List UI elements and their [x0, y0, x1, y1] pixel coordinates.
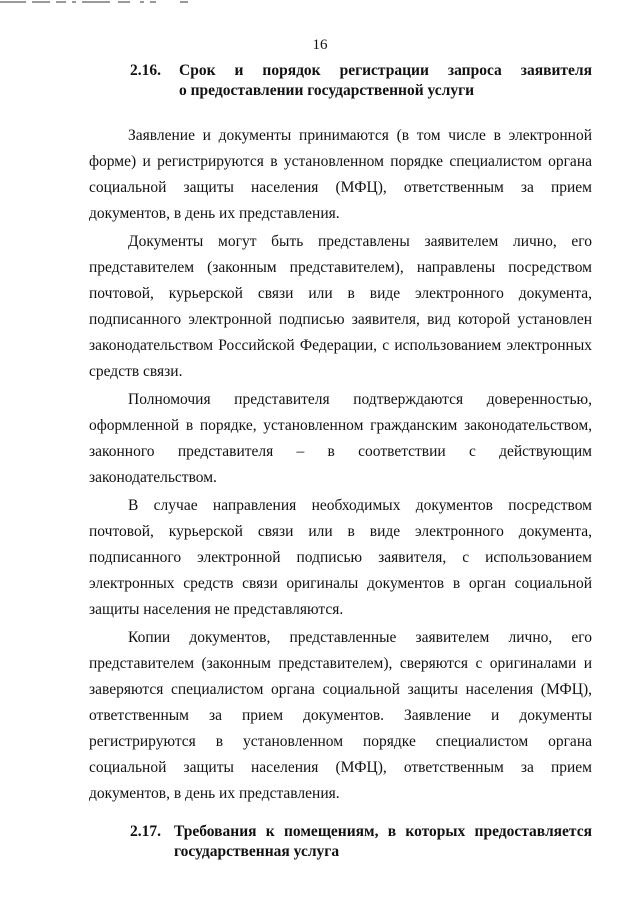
section-title-line-1: Срок и порядок регистрации запроса заявителя: [179, 62, 592, 79]
page-number: 16: [312, 37, 328, 53]
paragraph: Копии документов, представленные заявителем лично, его представителем (законным представителем), сверяются с оригиналами и заверяются специалистом органа социальной защиты населения (МФЦ), ответственным за прием документов. Заявление и документы регистрируются в установленном порядке специалистом органа социальной защиты населения (МФЦ), ответственным за прием документов, в день их представления.: [89, 629, 592, 802]
paragraph: Документы могут быть представлены заявителем лично, его представителем (законным представителем), направлены посредством почтовой, курьерской связи или в виде электронного документа, подписанного электронной подписью заявителя, вид которой установлен законодательством Российской Федерации, с использованием электронных средств связи.: [89, 233, 592, 380]
section-heading-2-17: [130, 822, 592, 862]
paragraph: Заявление и документы принимаются (в том числе в электронной форме) и регистрируются в установленном порядке специалистом органа социальной защиты населения (МФЦ), ответственным за прием документов, в день их представления.: [89, 127, 592, 222]
section-title-line-1: Требования к помещениям, в которых предоставляется: [174, 823, 592, 840]
document-body: [89, 123, 592, 809]
section-title-line-2: о предоставлении государственной услуги: [179, 82, 475, 99]
paragraph: Полномочия представителя подтверждаются доверенностью, оформленной в порядке, установленном гражданским законодательством, законного представителя – в соответствии с действующим законодательством.: [89, 391, 592, 486]
section-title-line-2: государственная услуга: [174, 843, 340, 860]
section-heading-2-16: [130, 61, 592, 101]
section-number: 2.16.: [130, 62, 161, 79]
section-number: 2.17.: [130, 823, 161, 840]
scan-artifact-top: [0, 0, 200, 5]
paragraph: В случае направления необходимых документов посредством почтовой, курьерской связи или в виде электронного документа, подписанного электронной подписью заявителя, с использованием электронных средств связи оригиналы документов в орган социальной защиты населения не представляются.: [89, 497, 592, 618]
